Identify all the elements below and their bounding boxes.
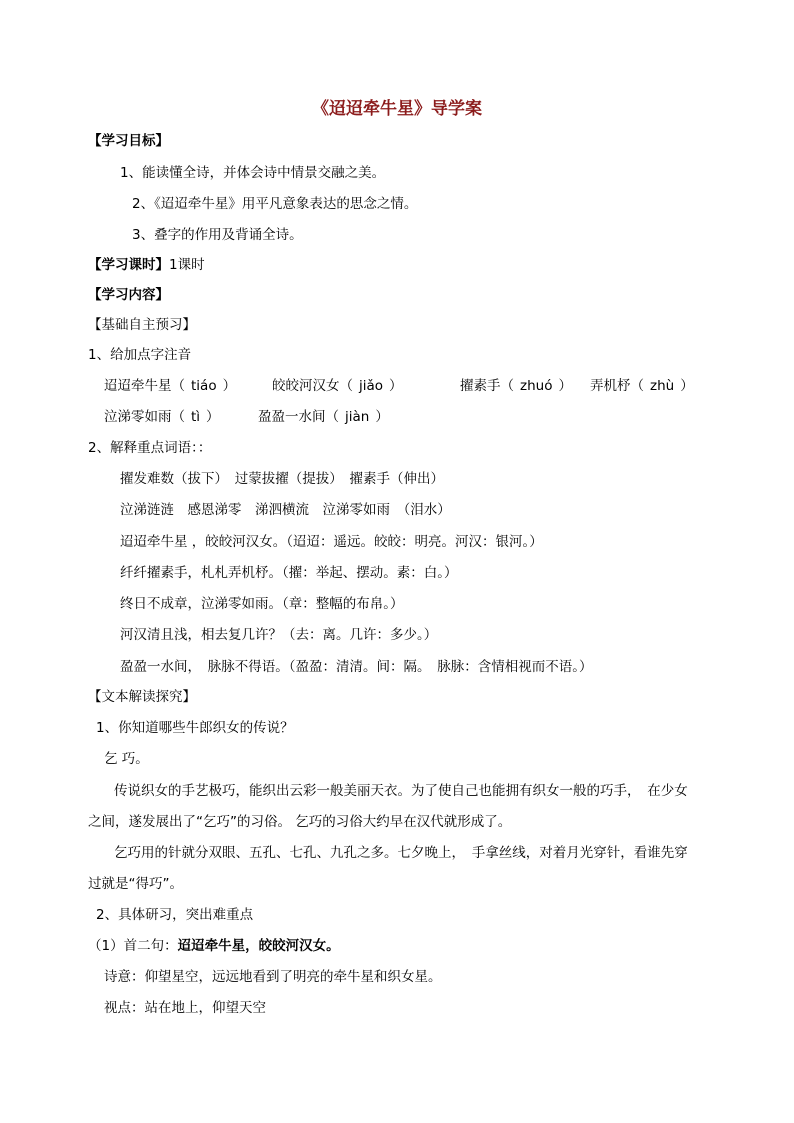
term-line-1: 擢发难数（拔下） 过蒙拔擢（提拔） 擢素手（伸出）: [120, 471, 444, 487]
term-line-5: 终日不成章，泣涕零如雨。（章：整幅的布帛。）: [120, 596, 404, 612]
meaning-line: 诗意：仰望星空，远远地看到了明亮的牵牛星和织女星。: [104, 969, 442, 985]
objective-item-1: 1、能读懂全诗，并体会诗中情景交融之美。: [120, 165, 386, 181]
stanza-1-line: [88, 936, 340, 956]
preview-question-2: 2、解释重点词语：：: [88, 440, 212, 456]
stanza-1-label: （1）首二句：: [88, 938, 178, 954]
reading-question-1: 1、你知道哪些牛郎织女的传说？: [96, 720, 294, 736]
legend-para-2-line-1: 乞巧用的针就分双眼、五孔、七孔、九孔之多。七夕晚上， 手拿丝线，对着月光穿针，看谁先穿: [114, 845, 688, 861]
pinyin-item: 盈盈一水间（ jiàn ）: [258, 409, 389, 425]
reading-question-2: 2、具体研习，突出难重点: [96, 907, 254, 923]
legend-para-1-line-1: 传说织女的手艺极巧，能织出云彩一般美丽天衣。为了使自己也能拥有织女一般的巧手， 在少女: [114, 783, 688, 799]
pinyin-answer: jiǎo: [359, 378, 384, 394]
pinyin-answer: jiàn: [345, 409, 370, 425]
pinyin-item: 迢迢牵牛星（ tiáo ）: [104, 378, 237, 394]
pinyin-answer: zhù: [650, 378, 675, 394]
period-heading: 【学习课时】: [88, 257, 169, 273]
preview-question-1: 1、给加点字注音: [88, 347, 192, 363]
qiqiao-heading: 乞 巧。: [104, 751, 149, 767]
objectives-heading: 【学习目标】: [88, 133, 169, 149]
objective-item-3: 3、叠字的作用及背诵全诗。: [132, 227, 303, 243]
term-line-4: 纤纤擢素手，札札弄机杼。（擢：举起、摆动。素：白。）: [120, 565, 458, 581]
pinyin-answer: tì: [191, 409, 201, 425]
viewpoint-line: 视点：站在地上，仰望天空: [104, 1000, 266, 1016]
pinyin-item: 擢素手（ zhuó ）: [460, 378, 572, 394]
term-line-6: 河汉清且浅，相去复几许？（去：离。几许：多少。）: [120, 627, 438, 643]
period-line: [88, 255, 205, 275]
pinyin-item: 泣涕零如雨（ tì ）: [104, 409, 220, 425]
content-heading: 【学习内容】: [88, 287, 169, 303]
legend-para-2-line-2: 过就是“得巧”。: [88, 876, 183, 892]
pinyin-row-1: [104, 376, 694, 396]
period-value: 1课时: [169, 257, 205, 273]
pinyin-row-2: [104, 407, 389, 427]
page-title: 《迢迢牵牛星》导学案: [312, 99, 482, 119]
term-line-7: 盈盈一水间， 脉脉不得语。（盈盈：清清。间：隔。 脉脉：含情相视而不语。）: [120, 659, 593, 675]
pinyin-answer: zhuó: [520, 378, 553, 394]
pinyin-item: 弄机杼（ zhù ）: [590, 378, 694, 394]
preview-heading: 【基础自主预习】: [88, 317, 196, 333]
stanza-1-text: 迢迢牵牛星，皎皎河汉女。: [177, 938, 340, 954]
pinyin-answer: tiáo: [191, 378, 217, 394]
objective-item-2: 2、《迢迢牵牛星》用平凡意象表达的思念之情。: [132, 196, 418, 212]
term-line-3: 迢迢牵牛星 ，皎皎河汉女。（迢迢：遥远。皎皎：明亮。河汉：银河。）: [120, 534, 543, 550]
pinyin-item: 皎皎河汉女（ jiǎo ）: [272, 378, 403, 394]
term-line-2: 泣涕涟涟 感恩涕零 涕泗横流 泣涕零如雨 （泪水）: [120, 502, 451, 518]
legend-para-1-line-2: 之间，遂发展出了“乞巧”的习俗。 乞巧的习俗大约早在汉代就形成了。: [88, 814, 512, 830]
reading-heading: 【文本解读探究】: [88, 689, 196, 705]
